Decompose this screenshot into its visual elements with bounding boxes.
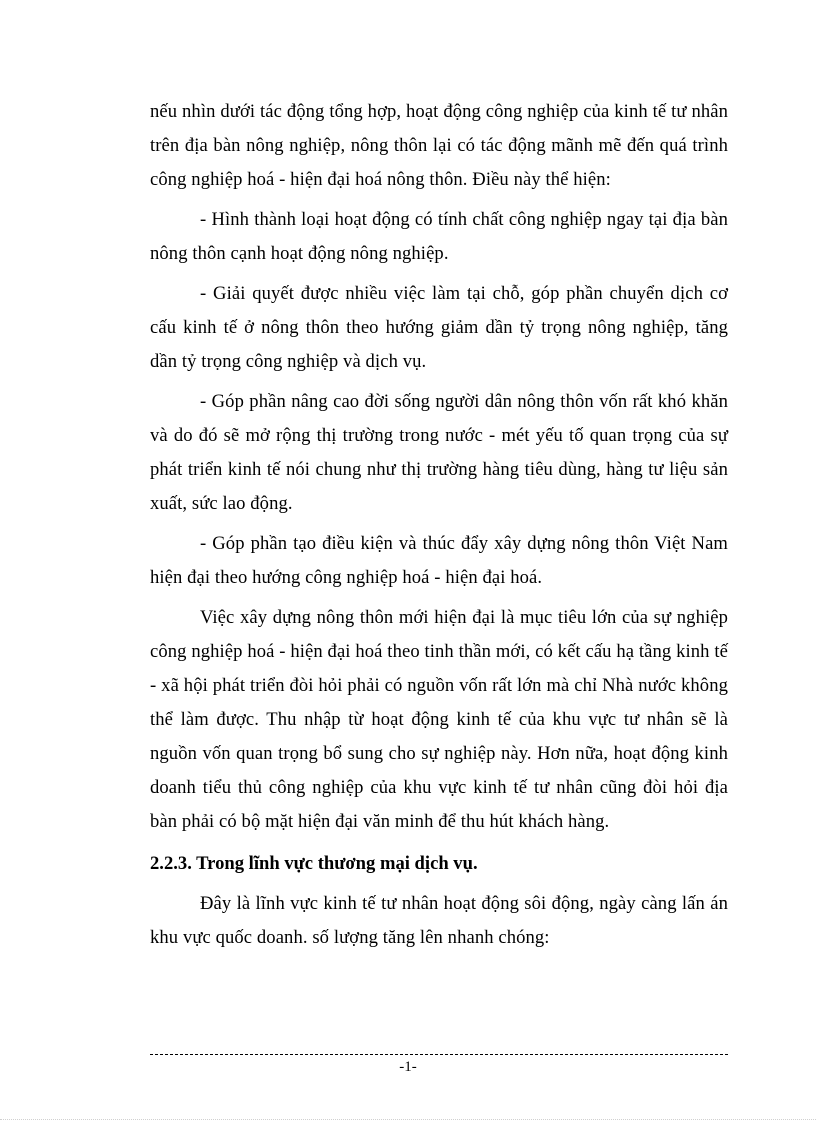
page-boundary bbox=[0, 1119, 816, 1120]
paragraph-trade-services: Đây là lĩnh vực kinh tế tư nhân hoạt động sôi động, ngày càng lấn án khu vực quốc doanh. số lượng tăng lên nhanh chóng: bbox=[150, 893, 728, 948]
paragraph-new-rural-development: Việc xây dựng nông thôn mới hiện đại là mục tiêu lớn của sự nghiệp công nghiệp hoá - hiện đại hoá theo tinh thần mới, có kết cấu hạ tầng kinh tế - xã hội phát triển đòi hỏi phải có nguồn vốn rất lớn mà chỉ Nhà nước không thể làm được. Thu nhập từ hoạt động kinh tế của khu vực tư nhân sẽ là nguồn vốn quan trọng bổ sung cho sự nghiệp này. Hơn nữa, hoạt động kinh doanh tiểu thủ công nghiệp của khu vực kinh tế tư nhân cũng đòi hỏi địa bàn phải có bộ mặt hiện đại văn minh để thu hút khách hàng. bbox=[150, 607, 728, 832]
paragraph-bullet-rural-modernization: - Góp phần tạo điều kiện và thúc đẩy xây dựng nông thôn Việt Nam hiện đại theo hướng công nghiệp hoá - hiện đại hoá. bbox=[150, 533, 728, 588]
page-number: -1- bbox=[399, 1059, 417, 1075]
footer-divider bbox=[150, 1054, 728, 1055]
paragraph-bullet-local-jobs: - Giải quyết được nhiều việc làm tại chỗ, góp phần chuyển dịch cơ cấu kinh tế ở nông thôn theo hướng giảm dần tỷ trọng nông nghiệp, tăng dần tỷ trọng công nghiệp và dịch vụ. bbox=[150, 283, 728, 372]
paragraph-bullet-living-standards: - Góp phần nâng cao đời sống người dân nông thôn vốn rất khó khăn và do đó sẽ mở rộng thị trường trong nước - mét yếu tố quan trọng của sự phát triển kinh tế nói chung như thị trường hàng tiêu dùng, hàng tư liệu sản xuất, sức lao động. bbox=[150, 391, 728, 514]
paragraph-intro: nếu nhìn dưới tác động tổng hợp, hoạt động công nghiệp của kinh tế tư nhân trên địa bàn nông nghiệp, nông thôn lại có tác động mãnh mẽ đến quá trình công nghiệp hoá - hiện đại hoá nông thôn. Điều này thể hiện: bbox=[150, 101, 728, 190]
section-heading: 2.2.3. Trong lĩnh vực thương mại dịch vụ. bbox=[150, 853, 478, 874]
paragraph-bullet-industrial-activity: - Hình thành loại hoạt động có tính chất công nghiệp ngay tại địa bàn nông thôn cạnh hoạt động nông nghiệp. bbox=[150, 209, 728, 264]
document-body bbox=[150, 95, 728, 961]
